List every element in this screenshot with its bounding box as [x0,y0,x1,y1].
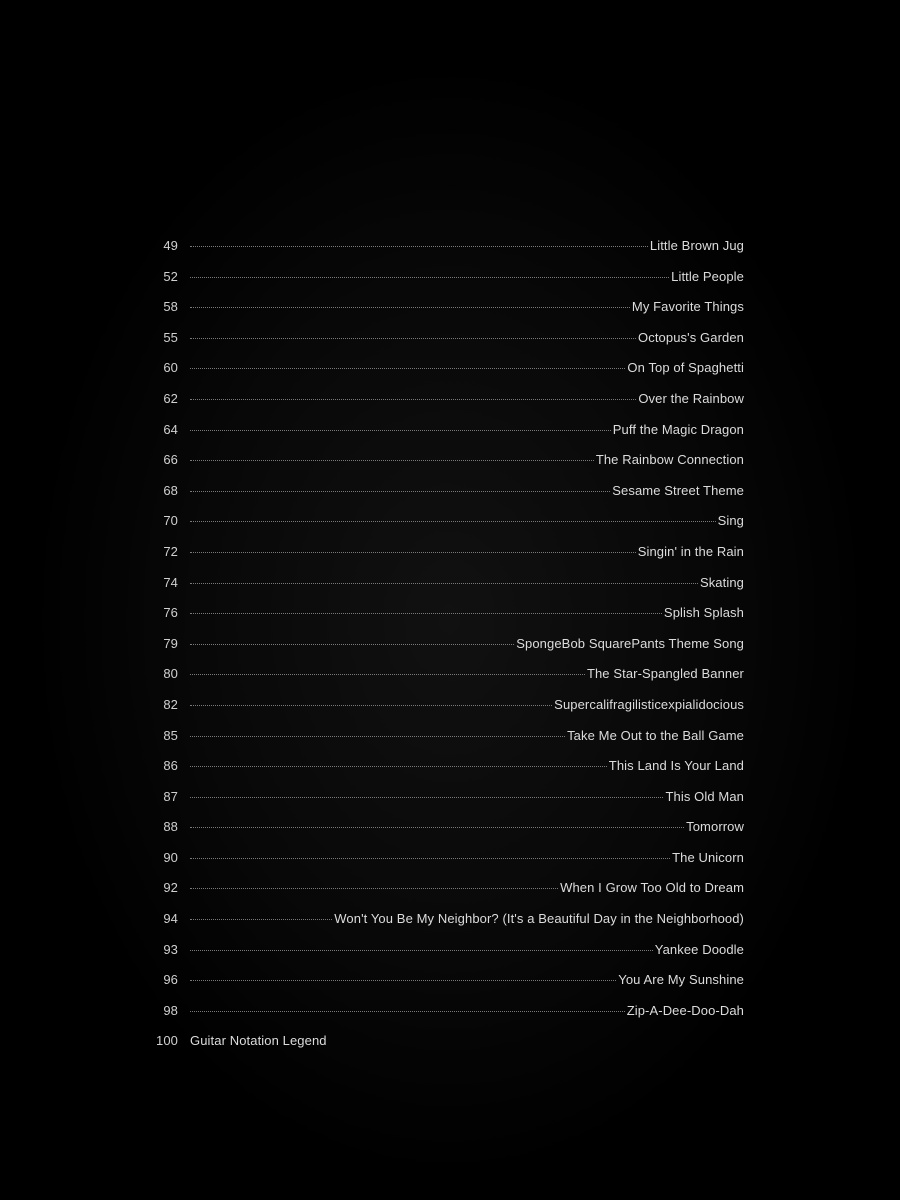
toc-entry [150,880,744,911]
toc-page-number: 68 [163,482,178,498]
dot-leader [190,583,698,584]
toc-page-number: 76 [163,605,178,621]
toc-entry [150,911,744,942]
dot-leader [190,460,594,461]
toc-page-number: 93 [163,941,178,957]
toc-page-number: 70 [163,513,178,529]
dot-leader [190,368,625,369]
dot-leader [190,1011,625,1012]
toc-title: Yankee Doodle [654,941,744,957]
toc-entry [150,789,744,820]
toc-title: You Are My Sunshine [618,972,744,988]
toc-title: When I Grow Too Old to Dream [560,880,744,896]
toc-title: Take Me Out to the Ball Game [567,727,744,743]
toc-title: Octopus's Garden [638,329,744,345]
toc-entry [150,513,744,544]
toc-page-number: 52 [163,268,178,284]
toc-entry [150,819,744,850]
toc-entry [150,544,744,575]
toc-title: Little People [671,268,744,284]
toc-title: Zip-A-Dee-Doo-Dah [626,1002,744,1018]
toc-entry [150,605,744,636]
toc-title: Singin' in the Rain [637,543,744,559]
toc-page-number: 66 [163,452,178,468]
toc-title: Supercalifragilisticexpialidocious [554,696,744,712]
toc-entry [150,575,744,606]
toc-page-number: 98 [163,1002,178,1018]
toc-page-number: 49 [163,238,178,253]
toc-entry [150,360,744,391]
dot-leader [190,307,630,308]
toc-entry [150,391,744,422]
toc-entry [150,330,744,361]
dot-leader [190,338,636,339]
dot-leader [190,399,636,400]
dot-leader [190,736,565,737]
toc-page-number: 62 [163,390,178,406]
toc-entry [150,850,744,881]
dot-leader [190,919,332,920]
toc-page-number: 88 [163,819,178,835]
toc-entry [150,452,744,483]
toc-title: This Old Man [665,788,744,804]
dot-leader [190,888,558,889]
dot-leader [190,858,670,859]
toc-page-number: 82 [163,696,178,712]
dot-leader [190,246,648,247]
toc-entry [150,299,744,330]
toc-entry [150,666,744,697]
toc-page-number: 100 [156,1033,178,1049]
dot-leader [190,766,607,767]
toc-page-number: 72 [163,543,178,559]
toc-entry [150,636,744,667]
toc-page-number: 79 [163,635,178,651]
dot-leader [190,705,552,706]
toc-entry [150,269,744,300]
toc-page-number: 55 [163,329,178,345]
dot-leader [190,491,610,492]
toc-page-number: 58 [163,299,178,315]
toc-title: This Land Is Your Land [608,758,744,774]
toc-title: Splish Splash [663,605,744,621]
dot-leader [190,277,669,278]
toc-title: Guitar Notation Legend [190,1033,327,1049]
toc-page-number: 94 [163,911,178,927]
toc-title: The Rainbow Connection [595,452,744,468]
dot-leader [190,980,616,981]
toc-entry [150,1003,744,1034]
dot-leader [190,613,662,614]
dot-leader [190,521,716,522]
toc-title: The Star-Spangled Banner [586,666,744,682]
toc-title: The Unicorn [672,849,744,865]
toc-entry [150,483,744,514]
toc-entry [150,238,744,269]
toc-entry [150,942,744,973]
toc-page-number: 87 [163,788,178,804]
toc-title: SpongeBob SquarePants Theme Song [516,635,744,651]
dot-leader [190,552,636,553]
dot-leader [190,827,684,828]
dot-leader [190,797,663,798]
toc-entry [150,972,744,1003]
toc-title: Skating [699,574,744,590]
toc-page-number: 90 [163,849,178,865]
toc-page-number: 86 [163,758,178,774]
toc-title: Tomorrow [686,819,744,835]
toc-page-number: 64 [163,421,178,437]
toc-entry [150,728,744,759]
table-of-contents [150,238,744,1064]
toc-title: Puff the Magic Dragon [612,421,744,437]
toc-page-number: 60 [163,360,178,376]
toc-title: Sing [717,513,744,529]
toc-title: Over the Rainbow [638,390,744,406]
toc-title: Won't You Be My Neighbor? (It's a Beautiful Day in the Neighborhood) [334,911,744,927]
toc-title: My Favorite Things [631,299,744,315]
toc-entry [150,697,744,728]
toc-page-number: 74 [163,574,178,590]
toc-page-number: 96 [163,972,178,988]
dot-leader [190,674,585,675]
toc-entry [150,758,744,789]
dot-leader [190,430,611,431]
toc-title: On Top of Spaghetti [627,360,744,376]
toc-page-number: 80 [163,666,178,682]
toc-page-number: 92 [163,880,178,896]
dot-leader [190,950,653,951]
toc-entry-legend [150,1033,744,1064]
toc-page-number: 85 [163,727,178,743]
toc-title: Sesame Street Theme [612,482,744,498]
toc-title: Little Brown Jug [649,238,744,253]
toc-entry [150,422,744,453]
dot-leader [190,644,514,645]
